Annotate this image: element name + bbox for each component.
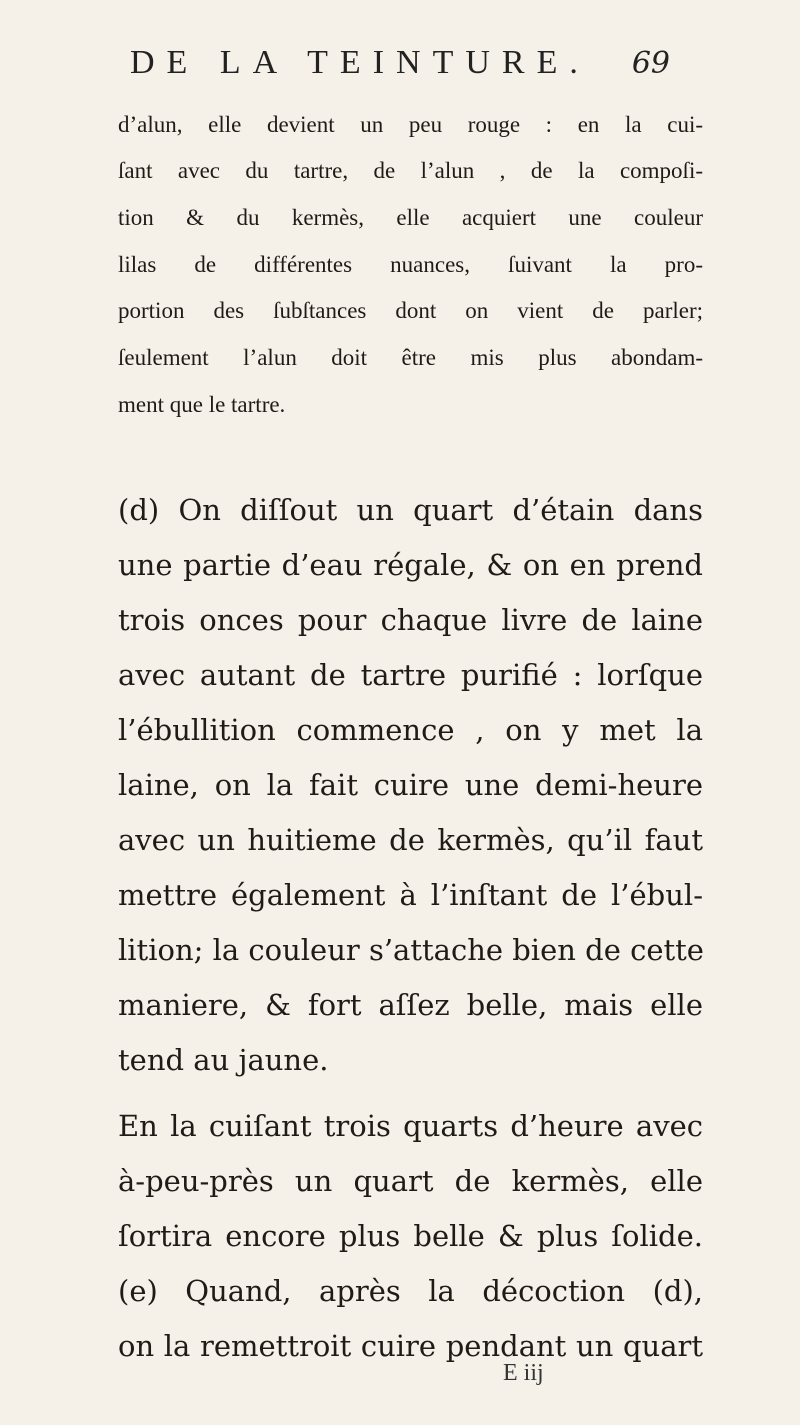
- text-line: portion des ſubſtances dont on vient de parler;: [118, 298, 703, 323]
- signature-mark: E iij: [503, 1360, 544, 1386]
- text-line: mettre également à l’inſtant de l’ébul-: [118, 878, 703, 912]
- text-line: l’ébullition commence , on y met la: [118, 713, 703, 747]
- text-line: En la cuiſant trois quarts d’heure avec: [118, 1109, 703, 1143]
- text-line: ment que le tartre.: [118, 392, 286, 417]
- text-line: lilas de différentes nuances, ſuivant la pro-: [118, 252, 703, 277]
- text-line: ſant avec du tartre, de l’alun , de la compoſi-: [118, 158, 703, 183]
- page-number: 69: [631, 46, 670, 81]
- text-line: une partie d’eau régale, & on en prend: [118, 548, 703, 582]
- text-line: avec autant de tartre purifié : lorſque: [118, 658, 703, 692]
- text-line: (e) Quand, après la décoction (d),: [118, 1274, 703, 1308]
- text-line: avec un huitieme de kermès, qu’il faut: [118, 823, 703, 857]
- running-title: DE LA TEINTURE.: [130, 44, 590, 81]
- text-line: d’alun, elle devient un peu rouge : en la cui-: [118, 112, 703, 137]
- text-line: on la remettroit cuire pendant un quart: [118, 1329, 703, 1363]
- page-header: [130, 44, 670, 94]
- text-line: tend au jaune.: [118, 1043, 329, 1077]
- text-line: tion & du kermès, elle acquiert une couleur: [118, 205, 703, 230]
- text-line: ſeulement l’alun doit être mis plus abondam-: [118, 345, 703, 370]
- text-line: ſortira encore plus belle & plus ſolide.: [118, 1219, 703, 1253]
- text-line: maniere, & fort aſſez belle, mais elle: [118, 988, 703, 1022]
- text-line: à-peu-près un quart de kermès, elle: [118, 1164, 703, 1198]
- text-line: trois onces pour chaque livre de laine: [118, 603, 703, 637]
- text-line: laine, on la fait cuire une demi-heure: [118, 768, 703, 802]
- text-line: (d) On diſſout un quart d’étain dans: [118, 493, 703, 527]
- text-line: lition; la couleur s’attache bien de cette: [118, 933, 704, 967]
